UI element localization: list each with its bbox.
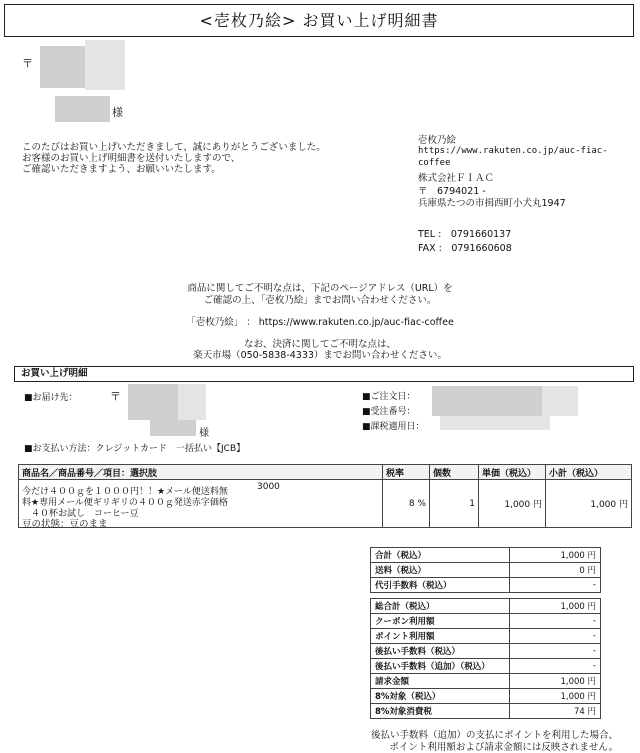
summary-label: 後払い手数料（追加）（税込） xyxy=(371,659,510,674)
summary-table-1 xyxy=(370,547,601,593)
summary-value: - xyxy=(510,614,601,629)
summary-value: - xyxy=(510,659,601,674)
product-option: 豆の状態：豆のまま xyxy=(22,519,108,530)
notice-line-4: なお、決済に関してご不明な点は、 xyxy=(243,339,396,350)
order-date-label: ■ご注文日： xyxy=(362,392,416,402)
shop-company: 株式会社ＦＩＡＣ xyxy=(418,173,495,184)
greeting-line-2: お客様のお買い上げ明細書を送付いたしますので、 xyxy=(22,153,241,164)
summary-row xyxy=(371,644,601,659)
notice-line-3: 「壱枚乃絵」 ： https://www.rakuten.co.jp/auc-fiac-coffee xyxy=(186,317,454,328)
summary-label: クーポン利用額 xyxy=(371,614,510,629)
document-title: <壱枚乃絵> お買い上げ明細書 xyxy=(4,4,634,37)
summary-label: 合計（税込） xyxy=(371,548,510,563)
shop-url-line-1: https://www.rakuten.co.jp/auc-fiac- xyxy=(418,146,608,156)
order-number-label: ■受注番号： xyxy=(362,407,416,417)
redacted-recipient-postal-2 xyxy=(85,40,125,90)
product-name-line-1: 今だけ４００ｇを１０００円！！★メール便送料無 xyxy=(22,487,228,497)
summary-row xyxy=(371,674,601,689)
product-code: 3000 xyxy=(257,482,280,492)
items-table-header-row xyxy=(19,465,632,480)
shop-name: 壱枚乃絵 xyxy=(418,135,457,146)
summary-label: 代引手数料（税込） xyxy=(371,578,510,593)
notice-line-2: ご確認の上、「壱枚乃絵」までお問い合わせください。 xyxy=(203,295,437,306)
shop-url-line-2: coffee xyxy=(418,158,451,168)
subtotal-cell: 1,000 円 xyxy=(546,480,632,528)
unit-price-cell: 1,000 円 xyxy=(479,480,546,528)
footer-line-1: 後払い手数料（追加）の支払にポイントを利用した場合、 xyxy=(370,730,618,741)
summary-value: 0 円 xyxy=(510,563,601,578)
summary-row xyxy=(371,659,601,674)
product-name-line-2: 料★専用メール便ギリギリの４００ｇ発送赤字価格 xyxy=(22,498,228,508)
table-row xyxy=(19,480,632,528)
product-name-line-3: ４０杯お試し コーヒー豆 xyxy=(22,509,139,519)
summary-value: 1,000 円 xyxy=(510,674,601,689)
recipient-honorific: 様 xyxy=(112,106,123,119)
footer-line-2: ポイント利用額および請求金額には反映されません。 xyxy=(389,742,618,753)
summary-table-3 xyxy=(370,688,601,719)
redacted-delivery-address-2 xyxy=(178,384,206,420)
redacted-order-info-2 xyxy=(542,386,578,416)
summary-row xyxy=(371,599,601,614)
summary-label: 後払い手数料（税込） xyxy=(371,644,510,659)
summary-value: 74 円 xyxy=(510,704,601,719)
summary-label: 請求金額 xyxy=(371,674,510,689)
shop-postal: 〒 6794021 - xyxy=(418,186,486,197)
summary-value: 1,000 円 xyxy=(510,599,601,614)
quantity-cell: 1 xyxy=(430,480,479,528)
redacted-delivery-name xyxy=(150,420,196,436)
summary-label: 総合計（税込） xyxy=(371,599,510,614)
summary-table-2 xyxy=(370,598,601,689)
delivery-label: ■お届け先： xyxy=(24,393,78,403)
redacted-delivery-address xyxy=(128,384,178,420)
summary-row xyxy=(371,563,601,578)
redacted-order-info xyxy=(432,386,542,416)
delivery-honorific: 様 xyxy=(199,428,209,439)
summary-row xyxy=(371,629,601,644)
redacted-tax-date xyxy=(440,416,550,430)
col-header-quantity: 個数 xyxy=(430,465,479,480)
tax-date-label: ■課税適用日： xyxy=(362,422,425,432)
summary-value: - xyxy=(510,644,601,659)
notice-line-1: 商品に関してご不明な点は、下記のページアドレス（URL）を xyxy=(187,283,453,294)
shop-fax: FAX : 0791660608 xyxy=(418,243,512,254)
summary-row xyxy=(371,578,601,593)
summary-value: - xyxy=(510,578,601,593)
recipient-postal-mark: 〒 xyxy=(22,57,33,70)
col-header-unit-price: 単価（税込） xyxy=(479,465,546,480)
summary-row xyxy=(371,614,601,629)
items-table xyxy=(18,464,632,528)
summary-row xyxy=(371,689,601,704)
summary-value: 1,000 円 xyxy=(510,548,601,563)
summary-value: - xyxy=(510,629,601,644)
tax-rate-cell: 8 % xyxy=(383,480,430,528)
details-section-header: お買い上げ明細 xyxy=(14,366,634,382)
col-header-tax-rate: 税率 xyxy=(383,465,430,480)
col-header-subtotal: 小計（税込） xyxy=(546,465,632,480)
summary-label: 送料（税込） xyxy=(371,563,510,578)
summary-row xyxy=(371,548,601,563)
greeting-line-1: このたびはお買い上げいただきまして、誠にありがとうございました。 xyxy=(22,142,326,153)
greeting-line-3: ご確認いただきますよう、お願いいたします。 xyxy=(22,164,221,175)
redacted-recipient-name xyxy=(55,96,110,122)
summary-value: 1,000 円 xyxy=(510,689,601,704)
payment-method: ■お支払い方法：クレジットカード 一括払い【JCB】 xyxy=(24,444,246,454)
summary-row xyxy=(371,704,601,719)
shop-address: 兵庫県たつの市揖西町小犬丸1947 xyxy=(418,198,566,209)
redacted-recipient-postal xyxy=(40,46,85,88)
delivery-postal-mark: 〒 xyxy=(110,390,121,403)
notice-line-5: 楽天市場（050-5838-4333）までお問い合わせください。 xyxy=(193,350,447,361)
summary-label: ポイント利用額 xyxy=(371,629,510,644)
col-header-product: 商品名／商品番号／項目：選択肢 xyxy=(19,465,383,480)
summary-label: 8%対象消費税 xyxy=(371,704,510,719)
summary-label: 8%対象（税込） xyxy=(371,689,510,704)
shop-tel: TEL : 0791660137 xyxy=(418,229,512,240)
